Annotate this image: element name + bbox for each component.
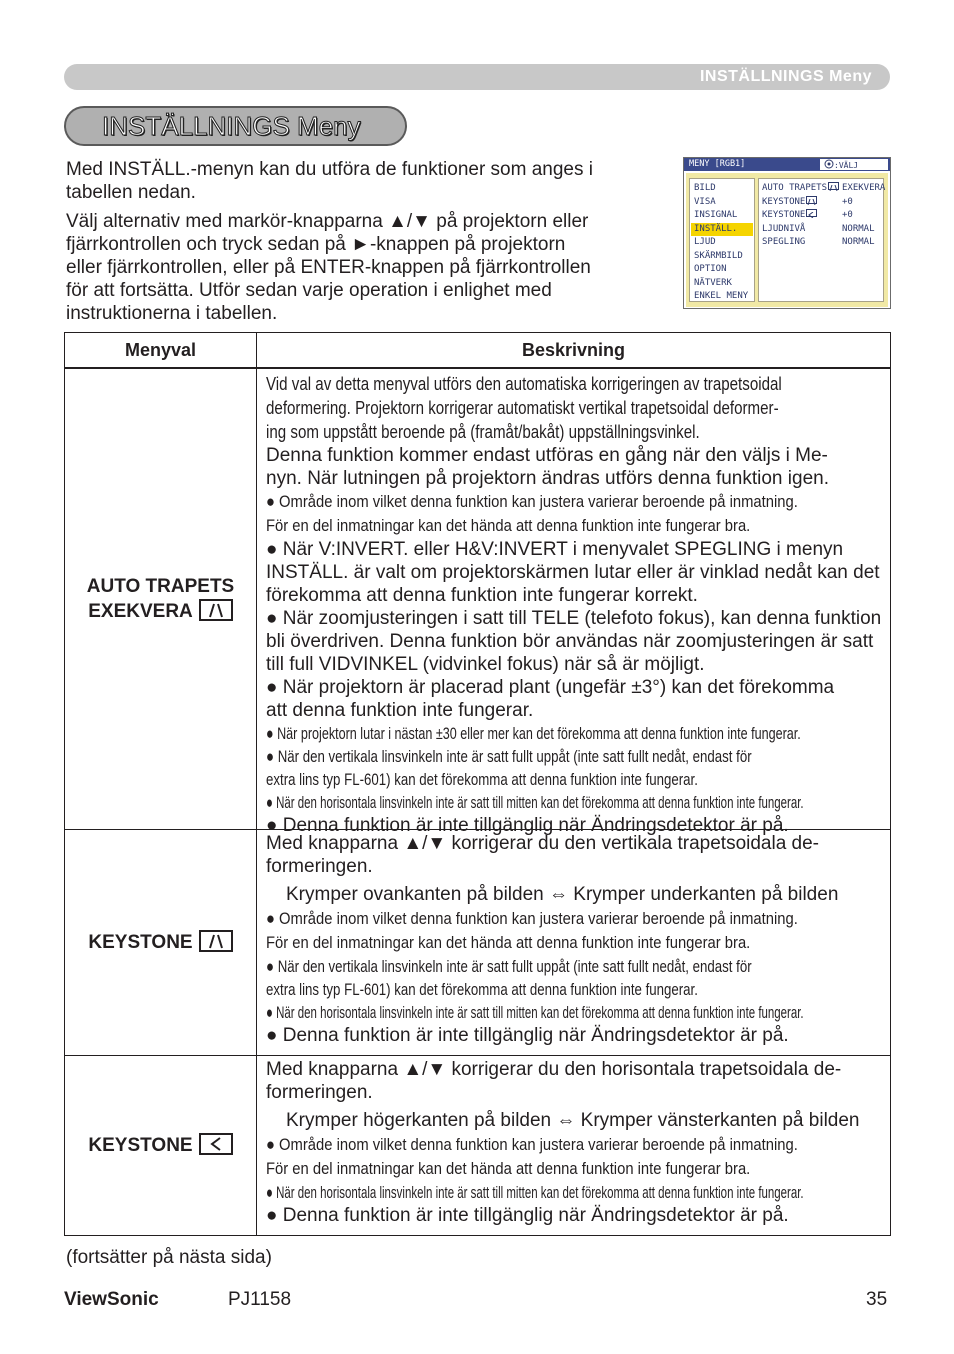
description-line: nyn. När lutningen på projektorn ändras utförs denna funktion igen.	[266, 468, 829, 489]
menu-screenshot-item: NÄTVERK	[694, 277, 732, 288]
intro-line: instruktionerna i tabellen.	[66, 303, 278, 324]
menu-screenshot-setting-label: SPEGLING	[762, 237, 806, 247]
description-line: För en del inmatningar kan det hända att denna funktion inte fungerar bra.	[266, 516, 751, 535]
section-title-pill	[64, 106, 407, 146]
description-line: ● När zoomjusteringen i satt till TELE (telefoto fokus), kan denna funktion	[266, 608, 882, 629]
header-bar-text: INSTÄLLNINGS Meny	[699, 68, 872, 85]
menu-screenshot-setting-row	[762, 196, 883, 210]
keystone-vertical-icon	[199, 599, 233, 621]
menu-screenshot-item: SKÄRMBILD	[694, 250, 743, 261]
table-row	[64, 829, 891, 1056]
description-line: ● Område inom vilket denna funktion kan justera varierar beroende på inmatning.	[266, 909, 798, 928]
menu-item-description	[266, 369, 886, 837]
menu-screenshot-item: VISA	[694, 196, 716, 207]
description-line: Krymper högerkanten på bilden ⇔ Krymper vänsterkanten på bilden	[286, 1110, 860, 1131]
intro-line: fjärrkontrollen och tryck sedan på ►-knappen på projektorn	[66, 234, 566, 255]
menu-screenshot-item: ENKEL MENY	[694, 291, 749, 301]
description-line: Krymper ovankanten på bilden ⇔ Krymper underkanten på bilden	[286, 884, 839, 905]
table-header-description: Beskrivning	[521, 340, 626, 360]
description-line: ● När den horisontala linsvinkeln inte är satt till mitten kan det förekomma att denna funktion inte fungerar.	[266, 793, 804, 812]
intro-line: eller fjärrkontrollen, eller på ENTER-knappen på fjärrkontrollen	[66, 257, 591, 278]
menu-screenshot-settings	[758, 178, 884, 302]
description-line: Vid val av detta menyval utförs den automatiska korrigeringen av trapetsoidal	[266, 374, 782, 394]
menu-item-label	[65, 830, 257, 1055]
description-line: ● När V:INVERT. eller H&V:INVERT i menyvalet SPEGLING i menyn	[266, 539, 844, 560]
menu-item-label	[65, 1056, 257, 1235]
menu-screenshot-setting-row	[762, 209, 883, 223]
description-line: ● Denna funktion är inte tillgänglig när Ändringsdetektor är på.	[266, 1205, 789, 1226]
menu-screenshot	[683, 157, 891, 309]
menu-screenshot-select-hint	[820, 159, 888, 170]
menu-screenshot-setting-value: +0	[842, 196, 853, 207]
menu-screenshot-setting-row	[762, 236, 883, 250]
footer-model: PJ1158	[228, 1289, 292, 1310]
menu-item-label-text: EXEKVERA	[88, 601, 193, 622]
select-dial-icon	[824, 159, 834, 169]
description-line: För en del inmatningar kan det hända att denna funktion inte fungerar bra.	[266, 1159, 751, 1178]
footer-brand: ViewSonic	[64, 1289, 159, 1310]
table-header-menu-item: Menyval	[65, 333, 257, 367]
description-line: till full VIDVINKEL (vidvinkel fokus) när så är möjligt.	[266, 654, 705, 675]
menu-screenshot-setting-label: AUTO TRAPETS	[762, 183, 828, 193]
description-line: deformering. Projektorn korrigerar automatiskt vertikal trapetsoidal deformer-	[266, 398, 779, 418]
description-line: extra lins typ FL-601) kan det förekomma att denna funktion inte fungerar.	[266, 980, 698, 999]
intro-line: Med INSTÄLL.-menyn kan du utföra de funktioner som anges i	[66, 159, 593, 180]
description-line: formeringen.	[266, 1082, 373, 1103]
intro-line: för att fortsätta. Utför sedan varje operation i enlighet med	[66, 280, 552, 301]
menu-screenshot-setting-value: +0	[842, 210, 853, 220]
continued-note: (fortsätter på nästa sida)	[66, 1247, 272, 1268]
menu-screenshot-item: BILD	[694, 183, 716, 193]
description-line: ● När projektorn är placerad plant (ungefär ±3°) kan det förekomma	[266, 677, 835, 698]
menu-item-label	[65, 369, 257, 829]
description-line: ● När den vertikala linsvinkeln inte är satt fullt uppåt (inte satt fullt nedåt, endast för	[266, 957, 752, 976]
description-line: ● När den horisontala linsvinkeln inte är satt till mitten kan det förekomma att denna funktion inte fungerar.	[266, 1003, 804, 1022]
description-line: att denna funktion inte fungerar.	[266, 700, 534, 721]
keystone-horizontal-icon	[199, 1133, 233, 1155]
page-number: 35	[866, 1289, 888, 1310]
menu-screenshot-setting-value: EXEKVERA	[842, 183, 886, 193]
description-line: ● Område inom vilket denna funktion kan justera varierar beroende på inmatning.	[266, 1135, 798, 1154]
menu-screenshot-setting-label: LJUDNIVÅ	[762, 223, 806, 234]
description-line: ● När projektorn lutar i nästan ±30 eller mer kan det förekomma att denna funktion inte fungerar.	[266, 724, 801, 743]
description-line: extra lins typ FL-601) kan det förekomma att denna funktion inte fungerar.	[266, 770, 698, 789]
description-line: ● Denna funktion är inte tillgänglig när Ändringsdetektor är på.	[266, 1025, 789, 1046]
menu-item-label-text: AUTO TRAPETS	[86, 576, 235, 597]
menu-screenshot-list	[689, 178, 755, 302]
description-line: ing som uppstått beroende på (framåt/bakåt) uppställningsvinkel.	[266, 422, 700, 442]
menu-screenshot-item: OPTION	[694, 264, 727, 274]
table-header	[64, 332, 891, 368]
menu-item-label-text: KEYSTONE	[88, 1135, 193, 1156]
intro-paragraph-1	[66, 158, 656, 204]
description-line: Denna funktion kommer endast utföras en gång när den väljs i Me-	[266, 445, 828, 466]
description-line: ● När den vertikala linsvinkeln inte är satt fullt uppåt (inte satt fullt nedåt, endast för	[266, 747, 752, 766]
description-line: Med knapparna ▲/▼ korrigerar du den vertikala trapetsoidala de-	[266, 833, 820, 854]
description-line: ● Denna funktion är inte tillgänglig när Ändringsdetektor är på.	[266, 815, 789, 836]
menu-screenshot-item: INSIGNAL	[694, 210, 738, 220]
description-line: förekomma att denna funktion inte fungerar korrekt.	[266, 585, 698, 606]
table-row	[64, 368, 891, 836]
keystone-horizontal-icon	[806, 209, 817, 217]
intro-line: tabellen nedan.	[66, 182, 196, 203]
menu-screenshot-body	[686, 173, 888, 307]
menu-item-label-text: KEYSTONE	[88, 932, 193, 953]
keystone-vertical-icon	[199, 930, 233, 952]
menu-item-description	[266, 830, 886, 1047]
description-line: formeringen.	[266, 856, 373, 877]
menu-screenshot-setting-row	[762, 182, 886, 196]
menu-screenshot-item: INSTÄLL.	[691, 223, 753, 237]
menu-screenshot-setting-label: KEYSTONE	[762, 210, 806, 220]
menu-screenshot-setting-label: KEYSTONE	[762, 196, 806, 207]
keystone-vertical-icon	[806, 196, 817, 204]
description-line: bli överdriven. Denna funktion bör användas när zoomjusteringen är satt	[266, 631, 874, 652]
menu-screenshot-setting-row	[762, 223, 883, 237]
intro-line: Välj alternativ med markör-knapparna ▲/▼ på projektorn eller	[66, 211, 589, 232]
header-bar	[64, 64, 890, 90]
description-line: ● Område inom vilket denna funktion kan justera varierar beroende på inmatning.	[266, 492, 798, 511]
menu-screenshot-setting-value: NORMAL	[842, 223, 875, 234]
menu-screenshot-item: LJUD	[694, 237, 716, 247]
keystone-vertical-icon	[828, 182, 839, 190]
description-line: ● När den horisontala linsvinkeln inte är satt till mitten kan det förekomma att denna funktion inte fungerar.	[266, 1183, 804, 1202]
menu-screenshot-setting-value: NORMAL	[842, 237, 875, 247]
description-line: INSTÄLL. är valt om projektorskärmen lutar eller är vinklad nedåt kan det	[266, 562, 880, 583]
page-title: INSTÄLLNINGS Meny	[102, 111, 361, 141]
menu-item-description	[266, 1056, 886, 1227]
menu-screenshot-select-label: :VÄLJ	[834, 161, 859, 170]
menu-screenshot-titlebar	[684, 158, 890, 171]
intro-paragraph-2	[66, 210, 656, 325]
description-line: För en del inmatningar kan det hända att denna funktion inte fungerar bra.	[266, 933, 751, 952]
menu-screenshot-title: MENY [RGB1]	[689, 159, 746, 169]
description-line: Med knapparna ▲/▼ korrigerar du den horisontala trapetsoidala de-	[266, 1059, 842, 1080]
table-row	[64, 1055, 891, 1236]
